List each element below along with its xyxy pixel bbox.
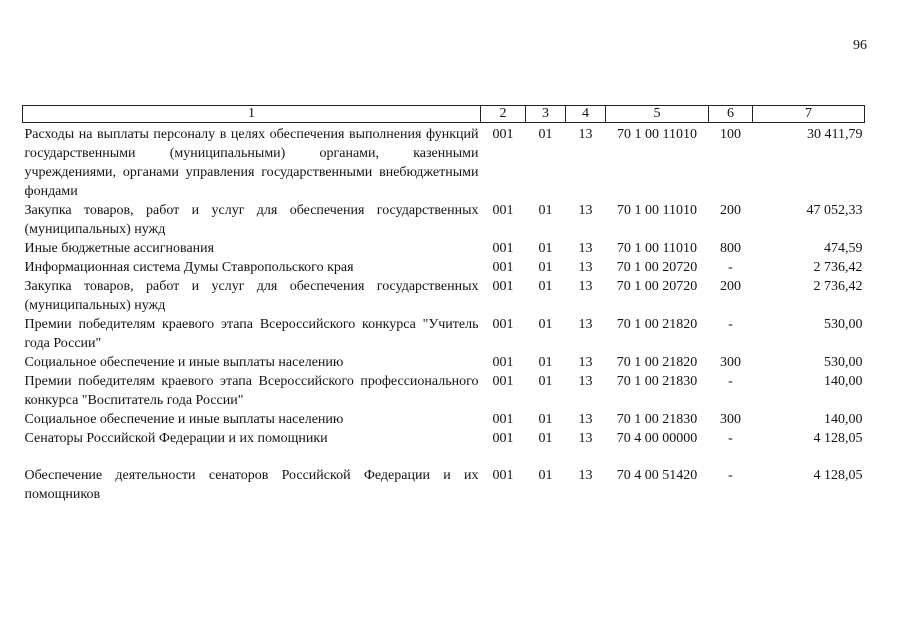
row-expense-type: - — [728, 374, 733, 389]
row-expense-type: 800 — [720, 241, 741, 256]
row-amount: 2 736,42 — [813, 279, 863, 294]
table-row — [23, 410, 865, 429]
table-row — [23, 201, 865, 239]
row-section: 01 — [538, 412, 553, 427]
row-target-article: 70 1 00 21830 — [616, 374, 698, 389]
row-description: Социальное обеспечение и иные выплаты населению — [24, 412, 344, 427]
row-description: Обеспечение деятельности сенаторов Российской Федерации и их помощников — [24, 468, 479, 502]
row-target-article: 70 1 00 11010 — [617, 241, 697, 256]
row-section: 01 — [538, 355, 553, 370]
row-code-admin: 001 — [492, 203, 514, 218]
row-target-article: 70 1 00 20720 — [616, 260, 698, 275]
row-amount: 2 736,42 — [813, 260, 863, 275]
row-target-article: 70 1 00 11010 — [617, 127, 697, 142]
header-col-5: 5 — [606, 106, 709, 123]
header-col-2: 2 — [481, 106, 526, 123]
page-number: 96 — [853, 38, 867, 53]
row-subsection: 13 — [578, 468, 593, 483]
row-amount: 474,59 — [824, 241, 863, 256]
budget-table — [22, 105, 865, 504]
row-code-admin: 001 — [492, 468, 514, 483]
row-expense-type: 300 — [720, 412, 741, 427]
header-row — [23, 106, 865, 123]
row-description: Закупка товаров, работ и услуг для обеспечения государственных (муниципальных) нужд — [24, 203, 479, 237]
row-section: 01 — [538, 127, 553, 142]
row-target-article: 70 4 00 00000 — [616, 431, 698, 446]
row-target-article: 70 1 00 21820 — [616, 317, 698, 332]
row-amount: 47 052,33 — [806, 203, 863, 218]
row-description: Информационная система Думы Ставропольского края — [24, 260, 354, 275]
row-section: 01 — [538, 468, 553, 483]
row-subsection: 13 — [578, 203, 593, 218]
row-code-admin: 001 — [492, 241, 514, 256]
table-row — [23, 258, 865, 277]
row-expense-type: 200 — [720, 203, 741, 218]
row-subsection: 13 — [578, 127, 593, 142]
row-target-article: 70 1 00 20720 — [616, 279, 698, 294]
row-amount: 530,00 — [824, 317, 863, 332]
row-expense-type: - — [728, 317, 733, 332]
row-subsection: 13 — [578, 241, 593, 256]
row-description: Расходы на выплаты персоналу в целях обеспечения выполнения функций государственными (муниципальными) органами, казенными учреждениями, органами управления государственными внебюджетными фондами — [24, 127, 479, 199]
row-description: Иные бюджетные ассигнования — [24, 241, 215, 256]
table-row — [23, 239, 865, 258]
row-target-article: 70 4 00 51420 — [616, 468, 698, 483]
row-description: Премии победителям краевого этапа Всероссийского конкурса "Учитель года России" — [24, 317, 479, 351]
row-amount: 140,00 — [824, 412, 863, 427]
row-expense-type: - — [728, 468, 733, 483]
row-description: Сенаторы Российской Федерации и их помощники — [24, 431, 328, 446]
table-row — [23, 123, 865, 202]
row-expense-type: - — [728, 431, 733, 446]
row-amount: 140,00 — [824, 374, 863, 389]
row-section: 01 — [538, 431, 553, 446]
row-subsection: 13 — [578, 260, 593, 275]
row-amount: 30 411,79 — [807, 127, 863, 142]
header-col-3: 3 — [526, 106, 566, 123]
row-code-admin: 001 — [492, 260, 514, 275]
row-target-article: 70 1 00 11010 — [617, 203, 697, 218]
row-subsection: 13 — [578, 412, 593, 427]
row-expense-type: 300 — [720, 355, 741, 370]
row-expense-type: 200 — [720, 279, 741, 294]
row-section: 01 — [538, 241, 553, 256]
header-col-1: 1 — [23, 106, 481, 123]
row-code-admin: 001 — [492, 127, 514, 142]
row-code-admin: 001 — [492, 431, 514, 446]
row-subsection: 13 — [578, 431, 593, 446]
row-section: 01 — [538, 203, 553, 218]
header-col-7: 7 — [753, 106, 865, 123]
row-code-admin: 001 — [492, 374, 514, 389]
row-code-admin: 001 — [492, 355, 514, 370]
row-subsection: 13 — [578, 374, 593, 389]
row-code-admin: 001 — [492, 412, 514, 427]
row-target-article: 70 1 00 21830 — [616, 412, 698, 427]
row-expense-type: - — [728, 260, 733, 275]
table-row — [23, 315, 865, 353]
row-section: 01 — [538, 374, 553, 389]
row-section: 01 — [538, 317, 553, 332]
row-code-admin: 001 — [492, 279, 514, 294]
row-subsection: 13 — [578, 355, 593, 370]
row-expense-type: 100 — [720, 127, 741, 142]
header-col-4: 4 — [566, 106, 606, 123]
row-subsection: 13 — [578, 317, 593, 332]
row-target-article: 70 1 00 21820 — [616, 355, 698, 370]
header-col-6: 6 — [709, 106, 753, 123]
row-description: Закупка товаров, работ и услуг для обеспечения государственных (муниципальных) нужд — [24, 279, 479, 313]
row-section: 01 — [538, 260, 553, 275]
row-code-admin: 001 — [492, 317, 514, 332]
row-amount: 4 128,05 — [813, 431, 863, 446]
row-description: Социальное обеспечение и иные выплаты населению — [24, 355, 344, 370]
row-amount: 530,00 — [824, 355, 863, 370]
table-row — [23, 372, 865, 410]
table-row — [23, 429, 865, 448]
row-amount: 4 128,05 — [813, 468, 863, 483]
row-subsection: 13 — [578, 279, 593, 294]
row-description: Премии победителям краевого этапа Всероссийского профессионального конкурса "Воспитатель года России" — [24, 374, 479, 408]
row-section: 01 — [538, 279, 553, 294]
table-row — [23, 448, 865, 504]
table-row — [23, 353, 865, 372]
table-row — [23, 277, 865, 315]
